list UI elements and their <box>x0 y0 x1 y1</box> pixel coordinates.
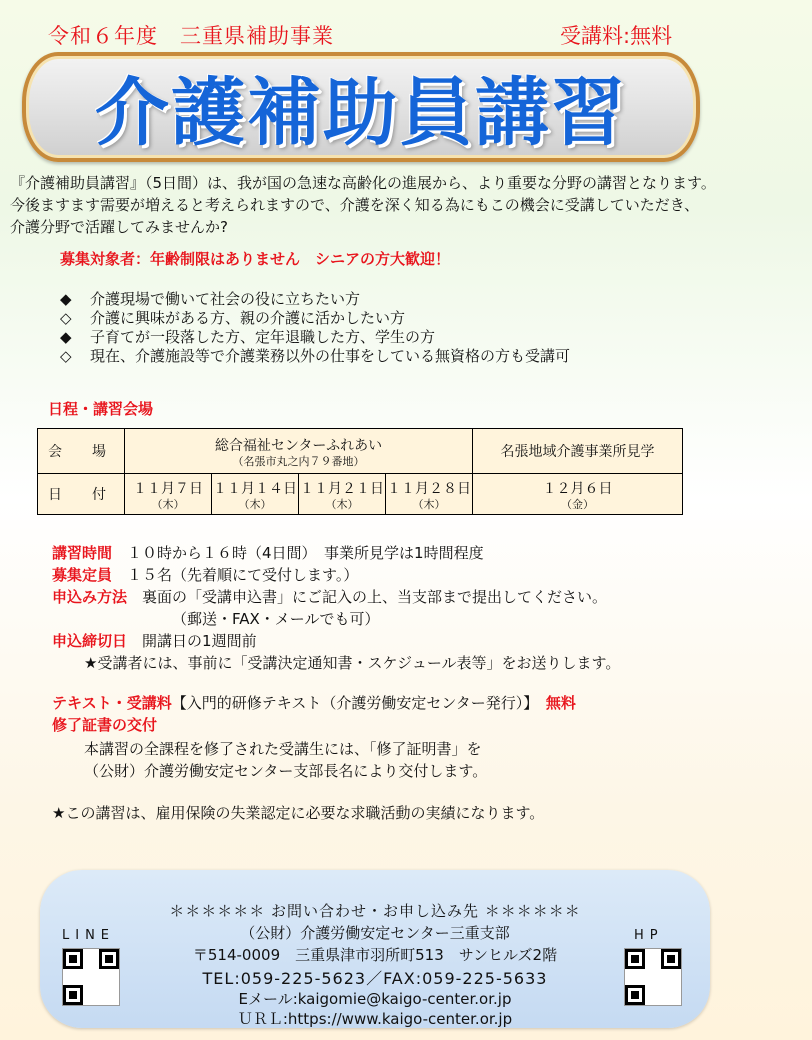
weekday-text: （木） <box>238 497 272 511</box>
contact-email[interactable]: Eメール:kaigomie@kaigo-center.or.jp <box>238 990 512 1008</box>
list-item <box>60 290 570 309</box>
text-value: 【入門的研修テキスト（介護労働安定センター発行）】 <box>171 694 531 712</box>
venue-label: 会 場 <box>38 429 125 474</box>
list-item <box>60 347 570 366</box>
fee-label: 受講料:無料 <box>560 24 673 48</box>
hours-value: １０時から１６時（4日間） 事業所見学は1時間程度 <box>112 544 484 562</box>
date-text: １１月２８日 <box>387 480 471 497</box>
diamond-outline-icon: ◇ <box>60 309 72 327</box>
line-label: LINE <box>62 928 116 943</box>
capacity-key: 募集定員 <box>52 566 113 584</box>
deadline-key: 申込締切日 <box>52 632 128 650</box>
hours-line <box>52 542 692 564</box>
capacity-line <box>52 564 692 586</box>
contact-address: 〒514-0009 三重県津市羽所町513 サンヒルズ2階 <box>192 946 558 964</box>
schedule-table <box>37 428 683 515</box>
table-row <box>38 474 683 515</box>
date-text: １２月６日 <box>542 480 613 497</box>
visit-date-cell <box>473 474 683 515</box>
date-cell <box>212 474 299 515</box>
hp-qr-code[interactable] <box>624 948 682 1006</box>
weekday-text: （木） <box>412 497 446 511</box>
weekday-text: （木） <box>325 497 359 511</box>
cert-line-1: 本講習の全課程を修了された受講生には、「修了証明書」を <box>84 740 482 758</box>
weekday-text: （木） <box>151 497 185 511</box>
deadline-line <box>52 630 692 652</box>
cert-line-2: （公財）介護労働安定センター支部長名により交付します。 <box>84 762 488 780</box>
target-audience: 募集対象者：年齢制限はありません シニアの方大歓迎！ <box>60 250 451 268</box>
contact-phone: TEL:059-225-5623／FAX:059-225-5633 <box>202 969 548 988</box>
venue-address: （名張市丸之内７９番地） <box>232 454 365 468</box>
cert-key: 修了証書の交付 <box>52 716 158 734</box>
program-label: 令和６年度 三重県補助事業 <box>48 24 334 48</box>
apply-key: 申込み方法 <box>52 588 128 606</box>
venue-cell <box>125 429 473 474</box>
hours-key: 講習時間 <box>52 544 113 562</box>
visit-label: 名張地域介護事業所見学 <box>473 429 683 474</box>
apply-line <box>52 586 692 608</box>
table-row <box>38 429 683 474</box>
venue-name: 総合福祉センターふれあい <box>214 437 383 454</box>
contact-heading: ＊＊＊＊＊＊ お問い合わせ・お申し込み先 ＊＊＊＊＊＊ <box>169 902 581 920</box>
hp-label: HP <box>634 928 664 943</box>
date-text: １１月２１日 <box>300 480 384 497</box>
text-line <box>52 692 692 714</box>
text-free: 無料 <box>545 694 576 712</box>
date-text: １１月７日 <box>133 480 203 497</box>
date-cell <box>386 474 473 515</box>
diamond-icon: ◆ <box>60 290 72 308</box>
contact-box <box>40 870 710 1028</box>
apply-note: （郵送・FAX・メールでも可） <box>172 610 380 628</box>
date-cell <box>125 474 212 515</box>
date-text: １１月１４日 <box>213 480 297 497</box>
diamond-icon: ◆ <box>60 328 72 346</box>
weekday-text: （金） <box>561 497 594 511</box>
deadline-note: ★受講者には、事前に「受講決定通知書・スケジュール表等」をお送りします。 <box>84 654 621 672</box>
list-item-text: 介護に興味がある方、親の介護に活かしたい方 <box>90 309 406 327</box>
date-cell <box>299 474 386 515</box>
employment-note: ★この講習は、雇用保険の失業認定に必要な求職活動の実績になります。 <box>52 804 545 822</box>
intro-paragraph: 『介護補助員講習』（5日間）は、我が国の急速な高齢化の進展から、より重要な分野の講習となります。 今後ますます需要が増えると考えられますので、介護を深く知る為にもこの機会に受講していただき、介護分野で活躍してみませんか? <box>10 174 724 236</box>
contact-url[interactable]: ＵＲＬ:https://www.kaigo-center.or.jp <box>237 1010 513 1028</box>
list-item <box>60 328 570 347</box>
title-banner <box>22 52 700 162</box>
text-key: テキスト・受講料 <box>52 694 172 712</box>
eligibility-list <box>60 290 570 366</box>
list-item-text: 子育てが一段落した方、定年退職した方、学生の方 <box>90 328 436 346</box>
capacity-value: １５名（先着順にて受付します。） <box>112 566 359 584</box>
page-title: 介護補助員講習 <box>95 70 627 156</box>
list-item-text: 現在、介護施設等で介護業務以外の仕事をしている無資格の方も受講可 <box>90 347 571 365</box>
cert-heading <box>52 714 692 736</box>
list-item <box>60 309 570 328</box>
date-label: 日 付 <box>38 474 125 515</box>
apply-value: 裏面の「受講申込書」にご記入の上、当支部まで提出してください。 <box>142 588 608 606</box>
diamond-outline-icon: ◇ <box>60 347 72 365</box>
deadline-value: 開講日の1週間前 <box>142 632 257 650</box>
line-qr-code[interactable] <box>62 948 120 1006</box>
contact-org: （公財）介護労働安定センター三重支部 <box>240 924 510 942</box>
list-item-text: 介護現場で働いて社会の役に立ちたい方 <box>90 290 361 308</box>
schedule-heading: 日程・講習会場 <box>48 400 154 418</box>
